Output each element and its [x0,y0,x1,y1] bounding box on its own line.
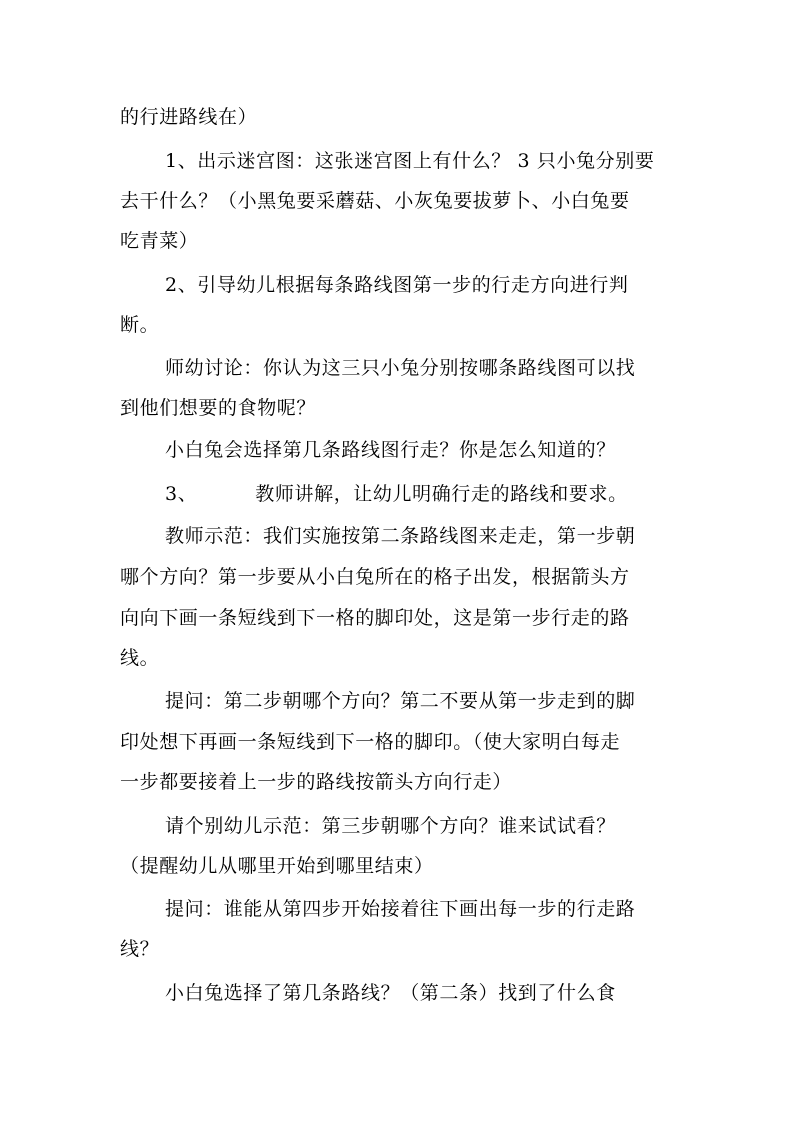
text-line: 小白兔会选择第几条路线图行走？你是怎么知道的？ [165,439,616,461]
text-line: 线。 [120,647,160,669]
text-line: 印处想下再画一条短线到下一格的脚印。（使大家明白每走 [120,731,621,753]
text-line: 请个别幼儿示范：第三步朝哪个方向？谁来试试看？ [165,815,616,837]
list-number: 3、 [165,483,198,505]
text-line: 线？ [120,938,160,960]
text-line: 去干什么？（小黑兔要采蘑菇、小灰兔要拔萝卜、小白兔要 [120,190,630,212]
text-line: 哪个方向？第一步要从小白兔所在的格子出发，根据箭头方 [120,566,630,588]
text-line: （提醒幼儿从哪里开始到哪里结束） [120,855,434,877]
text-line: 提问：第二步朝哪个方向？第二不要从第一步走到的脚 [165,690,636,712]
text-line: 断。 [120,314,160,336]
text-line: 教师示范：我们实施按第二条路线图来走走，第一步朝 [165,525,636,547]
list-item-text: 教师讲解，让幼儿明确行走的路线和要求。 [255,483,628,505]
text-line: 2、引导幼儿根据每条路线图第一步的行走方向进行判 [165,274,629,296]
text-line: 1、出示迷宫图：这张迷宫图上有什么？ 3 只小兔分别要 [165,150,655,172]
text-line: 的行进路线在） [120,106,258,128]
text-line: 吃青菜） [120,230,199,252]
text-line: 到他们想要的食物呢？ [120,397,317,419]
text-line: 小白兔选择了第几条路线？（第二条）找到了什么食 [165,982,616,1004]
text-line: 师幼讨论：你认为这三只小兔分别按哪条路线图可以找 [165,357,636,379]
text-line [165,480,628,508]
text-line: 一步都要接着上一步的路线按箭头方向行走） [120,771,513,793]
text-line: 向向下画一条短线到下一格的脚印处，这是第一步行走的路 [120,607,630,629]
text-line: 提问：谁能从第四步开始接着往下画出每一步的行走路 [165,898,636,920]
